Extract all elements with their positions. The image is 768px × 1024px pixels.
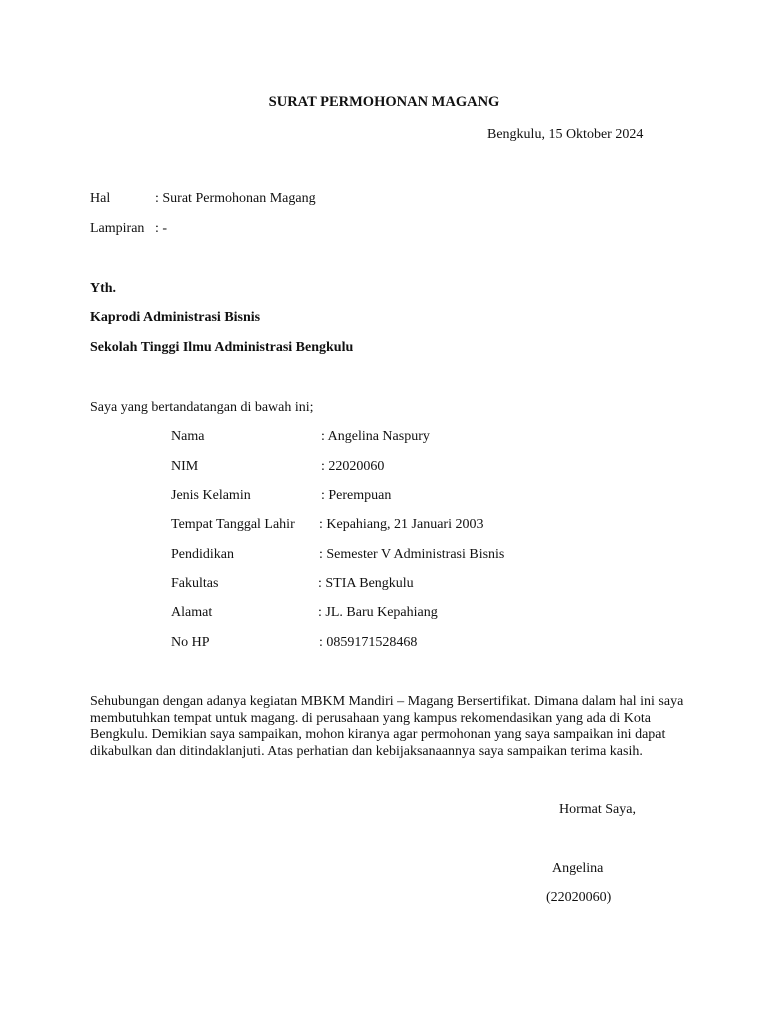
field-label-fakultas: Fakultas (171, 576, 219, 591)
recipient-line-2: Sekolah Tinggi Ilmu Administrasi Bengkulu (90, 340, 354, 355)
field-value-no-hp: : 0859171528468 (319, 635, 418, 650)
body-line: Sehubungan dengan adanya kegiatan MBKM Mandiri – Magang Bersertifikat. Dimana dalam hal ini saya (90, 694, 684, 709)
field-value-pendidikan: : Semester V Administrasi Bisnis (319, 547, 505, 562)
field-label-pendidikan: Pendidikan (171, 547, 234, 562)
field-value-nama: : Angelina Naspury (321, 429, 430, 444)
body-line: dikabulkan dan ditindaklanjuti. Atas perhatian dan kebijaksanaannya saya sampaikan terima kasih. (90, 743, 643, 759)
field-value-fakultas: : STIA Bengkulu (318, 576, 414, 591)
field-label-alamat: Alamat (171, 605, 213, 620)
field-value-ttl: : Kepahiang, 21 Januari 2003 (319, 517, 484, 532)
field-value-jenis-kelamin: : Perempuan (321, 488, 392, 503)
field-label-nim: NIM (171, 459, 199, 474)
subject-value: : Surat Permohonan Magang (155, 191, 316, 206)
field-label-no-hp: No HP (171, 635, 210, 650)
field-value-nim: : 22020060 (321, 459, 385, 474)
recipient-salutation: Yth. (90, 281, 117, 296)
signer-nim: (22020060) (546, 890, 612, 905)
letter-title: SURAT PERMOHONAN MAGANG (268, 94, 500, 110)
field-label-jenis-kelamin: Jenis Kelamin (171, 488, 251, 503)
field-value-alamat: : JL. Baru Kepahiang (318, 605, 438, 620)
signer-name: Angelina (552, 861, 604, 876)
recipient-line-1: Kaprodi Administrasi Bisnis (90, 310, 261, 325)
attachment-value: : - (155, 221, 168, 236)
subject-label: Hal (90, 191, 111, 206)
intro-text: Saya yang bertandatangan di bawah ini; (90, 400, 314, 415)
body-paragraph (90, 694, 690, 760)
closing-salutation: Hormat Saya, (559, 802, 636, 817)
attachment-label: Lampiran (90, 221, 145, 236)
field-label-ttl: Tempat Tanggal Lahir (171, 517, 295, 532)
body-line: membutuhkan tempat untuk magang. di perusahaan yang kampus rekomendasikan yang ada di Kota (90, 710, 652, 726)
place-date: Bengkulu, 15 Oktober 2024 (487, 127, 644, 142)
field-label-nama: Nama (171, 429, 205, 444)
body-line: Bengkulu. Demikian saya sampaikan, mohon kiranya agar permohonan yang saya sampaikan ini dapat (90, 727, 666, 742)
